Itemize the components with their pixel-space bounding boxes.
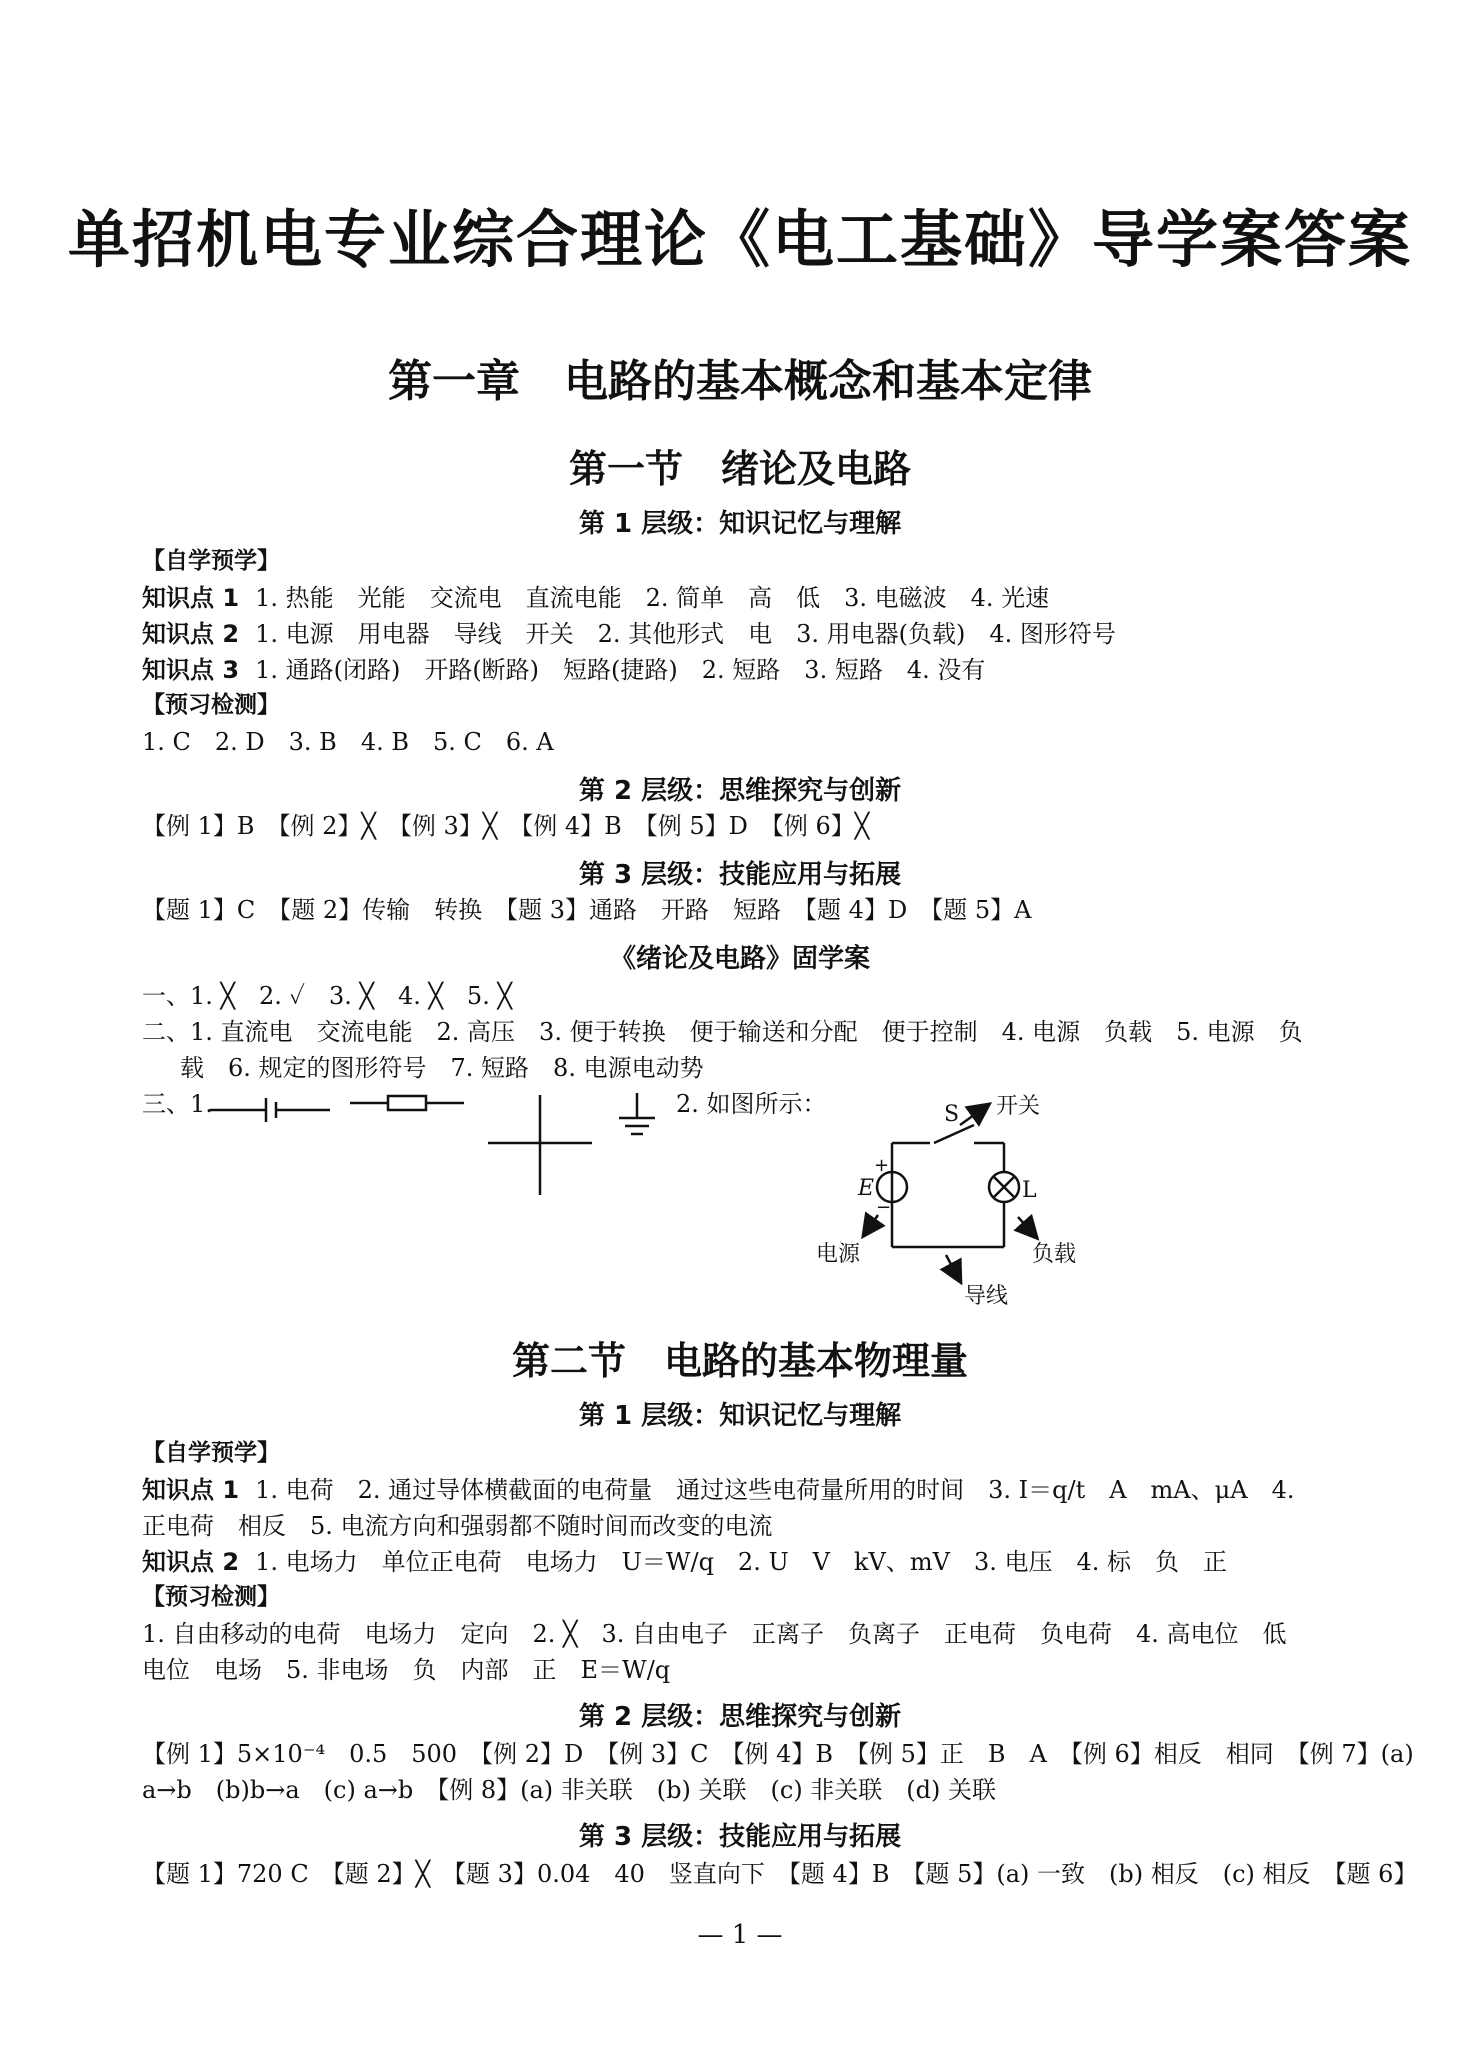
- circuit-diagram: [800, 1085, 1090, 1315]
- lamp-letter: L: [1022, 1178, 1037, 1203]
- section-2-heading: 第二节 电路的基本物理量: [511, 1339, 968, 1383]
- emf-letter: E: [858, 1176, 875, 1201]
- s2-level-3-heading: 第 3 层级：技能应用与拓展: [578, 1822, 902, 1852]
- switch-blade: [934, 1125, 974, 1143]
- s1-guxue-part-1: 一、1. ╳ 2. ✓ 3. ╳ 4. ╳ 5. ╳: [142, 982, 512, 1010]
- s2-yuxi-label: 【预习检测】: [142, 1584, 280, 1610]
- resistor-symbol: [350, 1096, 464, 1110]
- s2-k2-label: 知识点 2: [142, 1548, 240, 1576]
- s1-level-1-heading: 第 1 层级：知识记忆与理解: [578, 509, 902, 539]
- s2-zixue-label: 【自学预学】: [142, 1440, 280, 1466]
- switch-pointer-arrow: [960, 1105, 988, 1125]
- s1-preview-check: 1. C 2. D 3. B 4. B 5. C 6. A: [142, 728, 554, 756]
- switch-label: 开关: [996, 1094, 1041, 1119]
- s1-knowledge-1: [142, 584, 1049, 613]
- ground-symbol: [612, 1090, 662, 1150]
- s2-k1a-text: 1. 电荷 2. 通过导体横截面的电荷量 通过这些电荷量所用的时间 3. I＝q/t A mA、μA 4.: [255, 1476, 1295, 1504]
- crossing-wires-symbol: [488, 1095, 592, 1195]
- source-label: 电源: [816, 1242, 861, 1267]
- s2-examples-2: a→b (b)b→a (c) a→b 【例 8】(a) 非关联 (b) 关联 (c) 非关联 (d) 关联: [142, 1776, 997, 1804]
- switch-letter: S: [944, 1102, 960, 1127]
- s2-problems-1: 【题 1】720 C 【题 2】╳ 【题 3】0.04 40 竖直向下 【题 4】B 【题 5】(a) 一致 (b) 相反 (c) 相反 【题 6】: [142, 1860, 1418, 1888]
- document-title: 单招机电专业综合理论《电工基础》导学案答案: [67, 203, 1412, 276]
- wire-label: 导线: [964, 1284, 1009, 1309]
- s2-knowledge-2: [142, 1548, 1227, 1577]
- s1-guxue-part-3: 三、1.: [142, 1090, 213, 1118]
- s1-k3-text: 1. 通路(闭路) 开路(断路) 短路(捷路) 2. 短路 3. 短路 4. 没有: [255, 656, 986, 684]
- s2-level-2-heading: 第 2 层级：思维探究与创新: [578, 1702, 902, 1732]
- s2-k2-text: 1. 电场力 单位正电荷 电场力 U＝W/q 2. U V kV、mV 3. 电压 4. 标 负 正: [255, 1548, 1228, 1576]
- s2-knowledge-1a: [142, 1476, 1294, 1505]
- s1-knowledge-2: [142, 620, 1116, 649]
- s1-k2-text: 1. 电源 用电器 导线 开关 2. 其他形式 电 3. 用电器(负载) 4. 图形符号: [255, 620, 1116, 648]
- wire-pointer-arrow: [946, 1255, 960, 1281]
- section-1-heading: 第一节 绪论及电路: [568, 447, 911, 491]
- s1-guxue-part-2b: 载 6. 规定的图形符号 7. 短路 8. 电源电动势: [180, 1054, 704, 1082]
- plus-sign: +: [874, 1155, 890, 1176]
- s1-k2-label: 知识点 2: [142, 620, 240, 648]
- s2-examples-1: 【例 1】5×10⁻⁴ 0.5 500 【例 2】D 【例 3】C 【例 4】B 【例 5】正 B A 【例 6】相反 相同 【例 7】(a): [142, 1740, 1414, 1768]
- minus-sign: −: [876, 1197, 892, 1218]
- load-pointer-arrow: [1018, 1217, 1036, 1237]
- s1-yuxi-label: 【预习检测】: [142, 692, 280, 718]
- s1-guxue-part-3-2: 2. 如图所示：: [676, 1090, 827, 1118]
- circuit-symbols: [200, 1085, 620, 1205]
- source-pointer-arrow: [864, 1215, 878, 1235]
- s1-level-2-heading: 第 2 层级：思维探究与创新: [578, 776, 902, 806]
- s2-check-1: 1. 自由移动的电荷 电场力 定向 2. ╳ 3. 自由电子 正离子 负离子 正电荷 负电荷 4. 高电位 低: [142, 1620, 1287, 1648]
- s2-k1-label: 知识点 1: [142, 1476, 240, 1504]
- s2-knowledge-1b: 正电荷 相反 5. 电流方向和强弱都不随时间而改变的电流: [142, 1512, 773, 1540]
- s1-guxue-heading: 《绪论及电路》固学案: [609, 944, 870, 974]
- s1-k1-text: 1. 热能 光能 交流电 直流电能 2. 简单 高 低 3. 电磁波 4. 光速: [255, 584, 1050, 612]
- s2-level-1-heading: 第 1 层级：知识记忆与理解: [578, 1401, 902, 1431]
- s2-check-2: 电位 电场 5. 非电场 负 内部 正 E＝W/q: [142, 1656, 671, 1684]
- s1-guxue-part-2a: 二、1. 直流电 交流电能 2. 高压 3. 便于转换 便于输送和分配 便于控制 4. 电源 负载 5. 电源 负: [142, 1018, 1303, 1046]
- s1-knowledge-3: [142, 656, 985, 685]
- s1-problems: 【题 1】C 【题 2】传输 转换 【题 3】通路 开路 短路 【题 4】D 【题 5】A: [142, 896, 1032, 924]
- s1-k1-label: 知识点 1: [142, 584, 240, 612]
- load-label: 负载: [1032, 1242, 1077, 1267]
- s1-examples: 【例 1】B 【例 2】╳ 【例 3】╳ 【例 4】B 【例 5】D 【例 6】╳: [142, 812, 870, 840]
- s1-k3-label: 知识点 3: [142, 656, 240, 684]
- s1-level-3-heading: 第 3 层级：技能应用与拓展: [578, 860, 902, 890]
- chapter-title: 第一章 电路的基本概念和基本定律: [388, 356, 1092, 407]
- battery-symbol: [210, 1098, 330, 1122]
- s1-zixue-label: 【自学预学】: [142, 548, 280, 574]
- page-number: — 1 —: [697, 1920, 783, 1950]
